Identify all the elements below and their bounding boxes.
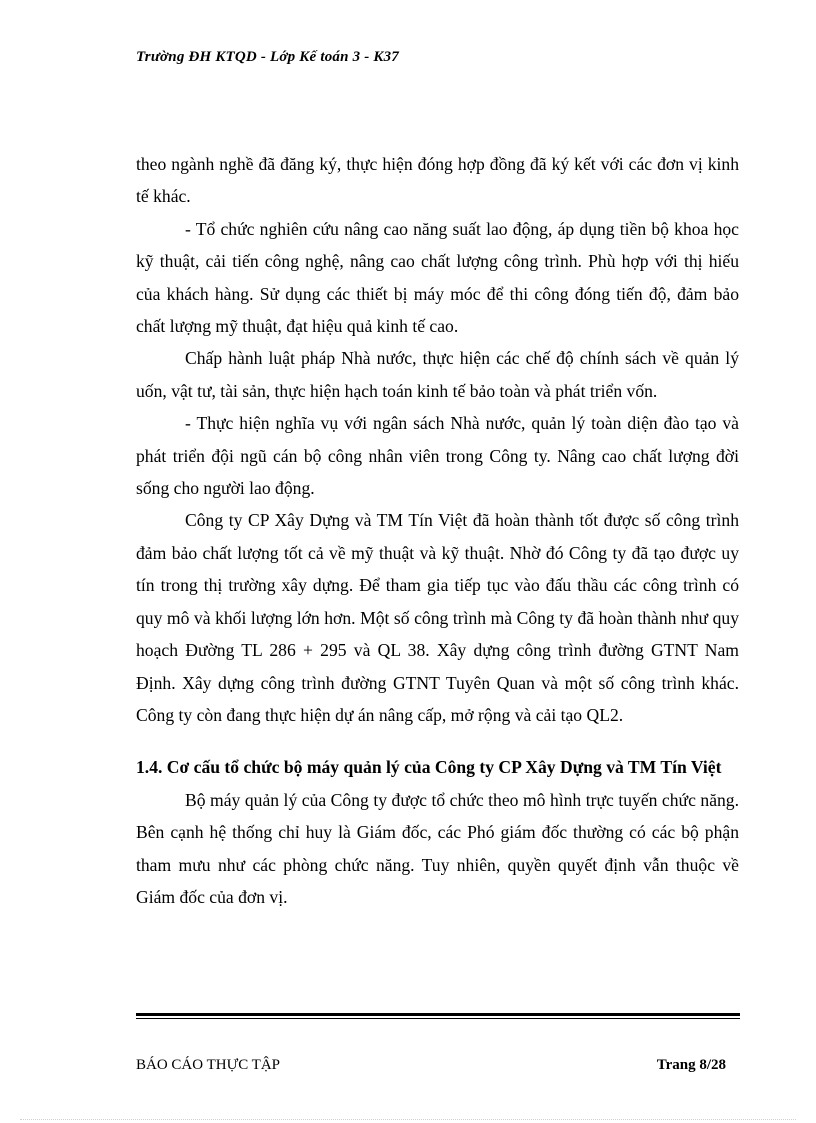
footer-divider-thin (136, 1018, 740, 1019)
paragraph-research: - Tổ chức nghiên cứu nâng cao năng suất lao động, áp dụng tiền bộ khoa học kỹ thuật, cải tiến công nghệ, nâng cao chất lượng công trình. Phù hợp với thị hiếu của khách hàng. Sử dụng các thiết bị máy móc để thi công đóng tiến độ, đảm bảo chất lượng mỹ thuật, đạt hiệu quả kinh tế cao. (136, 218, 739, 337)
body-text (136, 148, 739, 913)
paragraph-achievements: Công ty CP Xây Dựng và TM Tín Việt đã hoàn thành tốt được số công trình đảm bảo chất lượng tốt cả về mỹ thuật và kỹ thuật. Nhờ đó Công ty đã tạo được uy tín trong thị trường xây dựng. Để tham gia tiếp tục vào đấu thầu các công trình có quy mô và khối lượng lớn hơn. Một số công trình mà Công ty đã hoàn thành như quy hoạch Đường TL 286 + 295 và QL 38. Xây dựng công trình đường GTNT Nam Định. Xây dựng công trình đường GTNT Tuyên Quan và một số công trình khác. Công ty còn đang thực hiện dự án nâng cấp, mở rộng và cải tạo QL2. (136, 510, 739, 725)
paragraph-org-structure: Bộ máy quản lý của Công ty được tổ chức theo mô hình trực tuyến chức năng. Bên cạnh hệ thống chỉ huy là Giám đốc, các Phó giám đốc thường có các bộ phận tham mưu như các phòng chức năng. Tuy nhiên, quyền quyết định vẫn thuộc về Giám đốc của đơn vị. (136, 789, 739, 907)
section-heading: 1.4. Cơ cấu tổ chức bộ máy quản lý của Công ty CP Xây Dựng và TM Tín Việt (136, 757, 722, 778)
footer-report-title: BÁO CÁO THỰC TẬP (136, 1057, 281, 1073)
page-header: Trường ĐH KTQD - Lớp Kế toán 3 - K37 (136, 49, 399, 65)
paragraph-compliance: Chấp hành luật pháp Nhà nước, thực hiện các chế độ chính sách về quản lý uốn, vật tư, tài sản, thực hiện hạch toán kinh tế bảo toàn và phát triển vốn. (136, 348, 739, 401)
page-bottom-edge (20, 1119, 796, 1120)
paragraph-obligations: - Thực hiện nghĩa vụ với ngân sách Nhà nước, quản lý toàn diện đào tạo và phát triển đội ngũ cán bộ công nhân viên trong Công ty. Nâng cao chất lượng đời sống cho người lao động. (136, 413, 739, 499)
footer-divider-thick (136, 1013, 740, 1016)
footer-page-number: Trang 8/28 (656, 1057, 726, 1073)
paragraph-continuation: theo ngành nghề đã đăng ký, thực hiện đóng hợp đồng đã ký kết với các đơn vị kinh tế khác. (136, 154, 739, 207)
